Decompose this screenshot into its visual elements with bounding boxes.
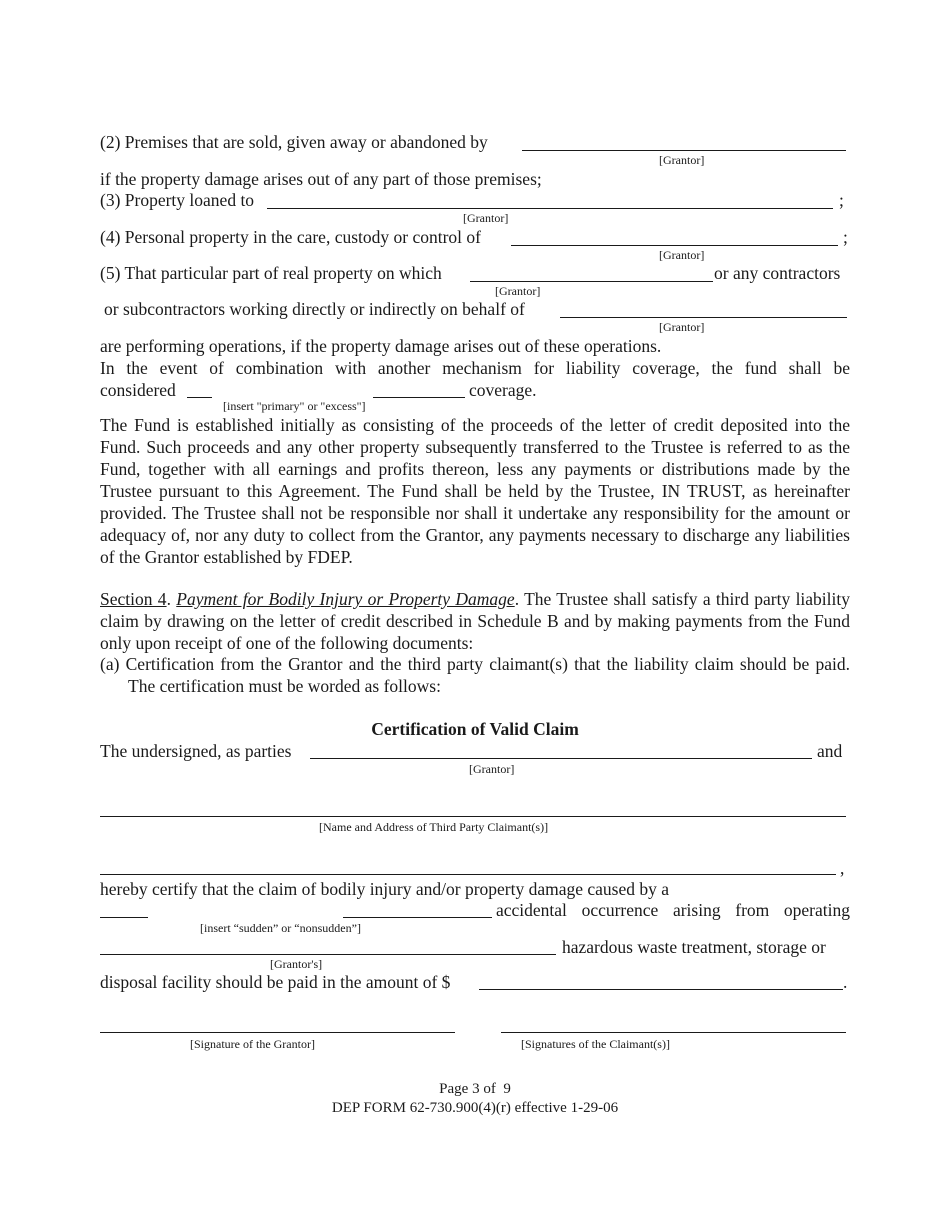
- hereby-text: hereby certify that the claim of bodily injury and/or property damage caused by a: [100, 879, 670, 899]
- item-4-text: (4) Personal property in the care, custody or control of: [100, 227, 481, 247]
- certification-title: Certification of Valid Claim: [371, 719, 579, 739]
- claimant-signature-line: [501, 1032, 846, 1033]
- item-3-blank: [267, 208, 833, 209]
- item-4-grantor-label: [Grantor]: [659, 248, 705, 262]
- parties-and: and: [817, 741, 843, 761]
- claimant-comma: ,: [840, 858, 845, 878]
- claimant-signature-label: [Signatures of the Claimant(s)]: [521, 1037, 670, 1051]
- hazardous-text: hazardous waste treatment, storage or: [562, 937, 826, 957]
- item-5-grantor-label: [Grantor]: [495, 284, 541, 298]
- claimant-blank: [100, 816, 846, 817]
- page-number: Page 3 of 9: [439, 1081, 511, 1097]
- accidental-text: accidental occurrence arising from operating: [496, 900, 850, 920]
- item-5-blank: [470, 281, 713, 282]
- item-5-line2: or subcontractors working directly or indirectly on behalf of: [104, 299, 525, 319]
- parties-text: The undersigned, as parties: [100, 741, 292, 761]
- item-2-grantor-label: [Grantor]: [659, 153, 705, 167]
- coverage-blank-1: [187, 397, 212, 398]
- claimant-blank-2: [100, 874, 836, 875]
- item-5-grantor-label-2: [Grantor]: [659, 320, 705, 334]
- section-4-heading: Section 4: [100, 589, 167, 609]
- item-2-text: (2) Premises that are sold, given away or abandoned by: [100, 132, 488, 152]
- primary-excess-label: [insert "primary" or "excess"]: [223, 399, 366, 413]
- item-2-continuation: if the property damage arises out of any part of those premises;: [100, 169, 542, 189]
- disposal-text: disposal facility should be paid in the amount of $: [100, 972, 451, 992]
- amount-blank: [479, 989, 843, 990]
- item-4-blank: [511, 245, 838, 246]
- disposal-period: .: [843, 972, 848, 992]
- section-4-title: Payment for Bodily Injury or Property Damage: [176, 589, 515, 609]
- grantors-label: [Grantor's]: [270, 957, 323, 971]
- sudden-label: [insert “sudden” or “nonsudden”]: [200, 921, 361, 935]
- section-4-item-a: (a) Certification from the Grantor and the third party claimant(s) that the liability claim should be paid. The certification must be worded as follows:: [100, 654, 850, 696]
- item-4-semicolon: ;: [843, 227, 848, 247]
- coverage-text: coverage.: [469, 380, 537, 400]
- grantors-blank: [100, 954, 556, 955]
- coverage-blank-2: [373, 397, 465, 398]
- item-3-grantor-label: [Grantor]: [463, 211, 509, 225]
- considered-text: considered: [100, 380, 176, 400]
- combination-line: In the event of combination with another mechanism for liability coverage, the fund shall be: [100, 358, 850, 378]
- section-4-paragraph: Section 4. Payment for Bodily Injury or Property Damage. The Trustee shall satisfy a third party liability claim by drawing on the letter of credit described in Schedule B and by making payments from the Fund only upon receipt of one of the following documents:: [100, 589, 851, 653]
- sudden-blank-1: [100, 917, 148, 918]
- item-2-blank: [522, 150, 846, 151]
- item-5-suffix: or any contractors: [714, 263, 841, 283]
- grantor-signature-label: [Signature of the Grantor]: [190, 1037, 315, 1051]
- item-5-text: (5) That particular part of real property on which: [100, 263, 442, 283]
- cert-grantor-label: [Grantor]: [469, 762, 515, 776]
- claimant-label: [Name and Address of Third Party Claimant(s)]: [319, 820, 549, 834]
- item-3-text: (3) Property loaned to: [100, 190, 255, 210]
- item-3-semicolon: ;: [839, 190, 844, 210]
- fund-paragraph: The Fund is established initially as consisting of the proceeds of the letter of credit deposited into the Fund. Such proceeds and any other property subsequently transferred to the Trustee is referred to as the Fund, together with all earnings and profits thereon, less any payments or distributions made by the Trustee pursuant to this Agreement. The Fund shall be held by the Trustee, IN TRUST, as hereinafter provided. The Trustee shall not be responsible nor shall it undertake any responsibility for the amount or adequacy of, nor any duty to collect from the Grantor, any payments necessary to discharge any liabilities of the Grantor established by FDEP.: [100, 415, 850, 567]
- section-4-body: The Trustee shall satisfy a third party liability claim by drawing on the letter of credit described in Schedule B and by making payments from the Fund only upon receipt of one of the following documents:: [100, 589, 851, 653]
- grantor-signature-line: [100, 1032, 455, 1033]
- item-5-continuation: are performing operations, if the property damage arises out of these operations.: [100, 336, 662, 356]
- sudden-blank-2: [343, 917, 492, 918]
- form-id: DEP FORM 62-730.900(4)(r) effective 1-29-06: [331, 1100, 619, 1116]
- parties-blank: [310, 758, 812, 759]
- item-5-blank-2: [560, 317, 847, 318]
